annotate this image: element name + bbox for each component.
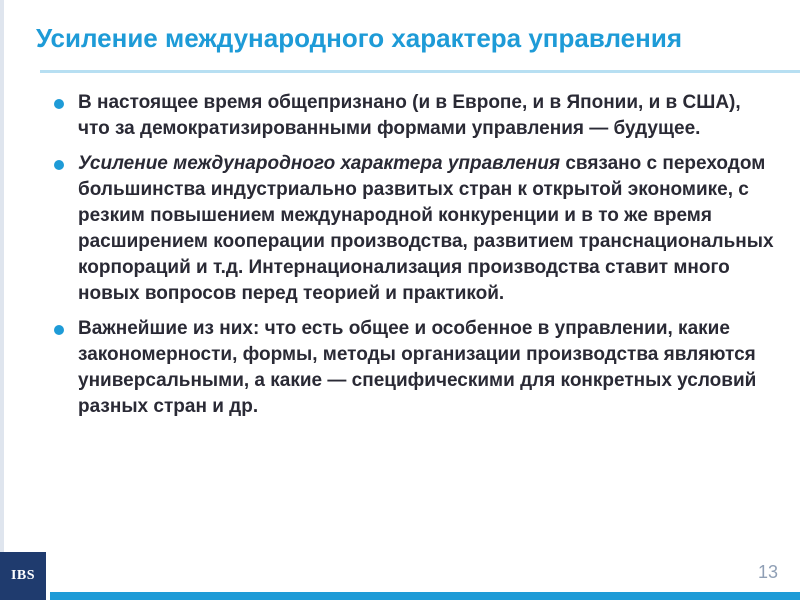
- bullet-italic-lead: Усиление международного характера управления: [78, 153, 561, 174]
- bullet-item: [46, 90, 776, 142]
- bullet-text: [78, 153, 774, 304]
- footer-accent-bar: [50, 592, 800, 600]
- bullet-text: Важнейшие из них: что есть общее и особенное в управлении, какие закономерности, формы, методы организации производства являются универсальными, а какие — специфическими для конкретных условий разных стран и др.: [78, 318, 757, 417]
- bullet-item: [46, 151, 776, 307]
- bullet-dot-icon: [54, 325, 64, 335]
- bullet-item: [46, 316, 776, 420]
- ibs-logo: IBS: [0, 552, 46, 600]
- page-number: 13: [757, 562, 778, 582]
- bullet-text-rest: связано с переходом большинства индустриально развитых стран к открытой экономике, с резким повышением международной конкуренции и в то же время расширением кооперации производства, развитием транснациональных корпораций и т.д. Интернационализация производства ставит много новых вопросов перед теорией и практикой.: [78, 153, 774, 304]
- bullet-text: В настоящее время общепризнано (и в Европе, и в Японии, и в США), что за демократизированными формами управления — будущее.: [78, 92, 741, 139]
- left-edge-line: [0, 0, 4, 600]
- title-divider: [40, 70, 800, 73]
- slide-title: Усиление международного характера управления: [36, 23, 682, 53]
- bullet-list: [46, 90, 776, 429]
- bullet-dot-icon: [54, 99, 64, 109]
- bullet-dot-icon: [54, 160, 64, 170]
